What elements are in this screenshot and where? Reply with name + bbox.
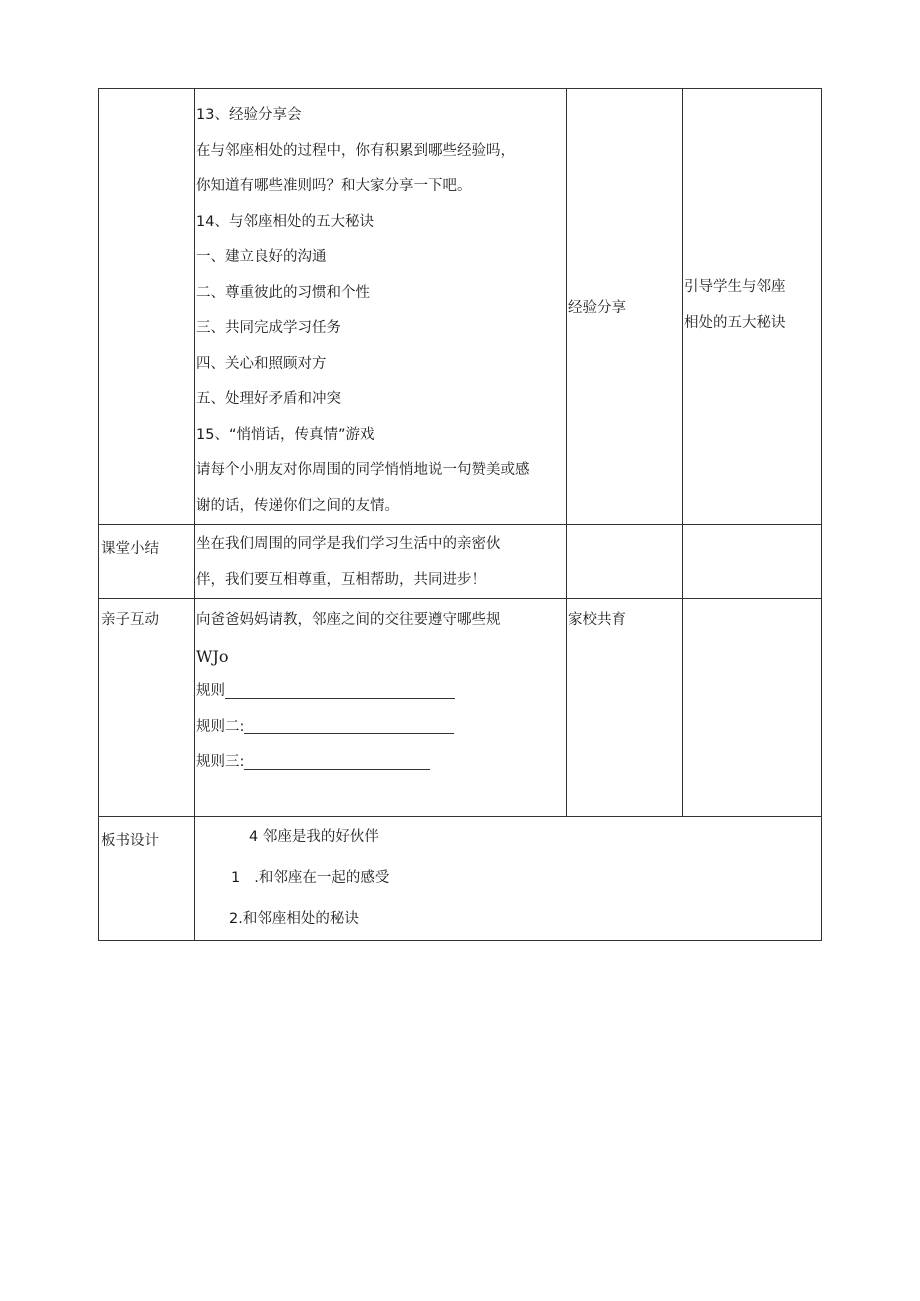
lesson-plan-table bbox=[98, 88, 822, 941]
intent-line: 相处的五大秘诀 bbox=[684, 314, 786, 331]
rule-line-2 bbox=[196, 710, 566, 746]
cell-board-content bbox=[195, 817, 822, 941]
board-item-number: 1 bbox=[231, 870, 241, 886]
cell-share-intent bbox=[683, 89, 822, 525]
cell-summary-intent bbox=[683, 525, 822, 599]
rule-label: 规则二: bbox=[196, 718, 245, 735]
cell-parent-label bbox=[99, 599, 195, 817]
row-experience-share bbox=[99, 89, 822, 525]
row-label: 板书设计 bbox=[101, 833, 159, 849]
cell-share-activity bbox=[567, 89, 683, 525]
cell-summary-content bbox=[195, 525, 567, 599]
content-line: 五、处理好矛盾和冲突 bbox=[196, 391, 341, 407]
cell-summary-activity bbox=[567, 525, 683, 599]
content-line: 14、与邻座相处的五大秘诀 bbox=[196, 213, 374, 230]
content-line: 伴，我们要互相尊重，互相帮助，共同进步！ bbox=[196, 571, 486, 588]
cell-label-empty bbox=[99, 89, 195, 525]
cell-parent-content bbox=[195, 599, 567, 817]
content-line: 13、经验分享会 bbox=[196, 107, 302, 123]
row-label: 亲子互动 bbox=[101, 612, 159, 628]
content-line: 三、共同完成学习任务 bbox=[196, 320, 341, 336]
content-line: 谢的话，传递你们之间的友情。 bbox=[196, 497, 399, 514]
intent-line: 引导学生与邻座 bbox=[684, 279, 786, 295]
content-line: 二、尊重彼此的习惯和个性 bbox=[196, 284, 370, 301]
rule-label: 规则 bbox=[196, 683, 225, 699]
rule-line-3 bbox=[196, 745, 566, 781]
content-line: 一、建立良好的沟通 bbox=[196, 249, 327, 265]
row-parent-interaction bbox=[99, 599, 822, 817]
row-label: 课堂小结 bbox=[101, 541, 159, 557]
board-title: 4 邻座是我的好伙伴 bbox=[249, 829, 379, 845]
activity-text: 经验分享 bbox=[568, 300, 626, 316]
content-line: 坐在我们周围的同学是我们学习生活中的亲密伙 bbox=[196, 536, 501, 552]
rule-line-1 bbox=[196, 674, 566, 710]
content-line: 你知道有哪些准则吗？和大家分享一下吧。 bbox=[196, 178, 472, 194]
rule-blank bbox=[225, 684, 455, 699]
cell-parent-activity bbox=[567, 599, 683, 817]
rule-blank bbox=[244, 755, 430, 770]
content-line: 四、关心和照顾对方 bbox=[196, 355, 327, 372]
rule-blank bbox=[244, 719, 454, 734]
content-line: WJo bbox=[196, 646, 229, 666]
content-line: 请每个小朋友对你周围的同学悄悄地说一句赞美或感 bbox=[196, 462, 530, 478]
board-item-text: .和邻座在一起的感受 bbox=[254, 870, 390, 886]
content-line: 15、“悄悄话，传真情”游戏 bbox=[196, 426, 375, 443]
rule-label: 规则三: bbox=[196, 754, 245, 770]
content-line: 向爸爸妈妈请教，邻座之间的交往要遵守哪些规 bbox=[196, 612, 501, 628]
cell-share-content bbox=[195, 89, 567, 525]
board-item-1 bbox=[195, 858, 821, 899]
row-class-summary bbox=[99, 525, 822, 599]
board-item-2: 2.和邻座相处的秘诀 bbox=[229, 911, 359, 927]
cell-parent-intent bbox=[683, 599, 822, 817]
cell-summary-label bbox=[99, 525, 195, 599]
content-line: 在与邻座相处的过程中，你有积累到哪些经验吗， bbox=[196, 142, 515, 159]
activity-text: 家校共育 bbox=[568, 612, 626, 628]
row-board-design bbox=[99, 817, 822, 941]
cell-board-label bbox=[99, 817, 195, 941]
